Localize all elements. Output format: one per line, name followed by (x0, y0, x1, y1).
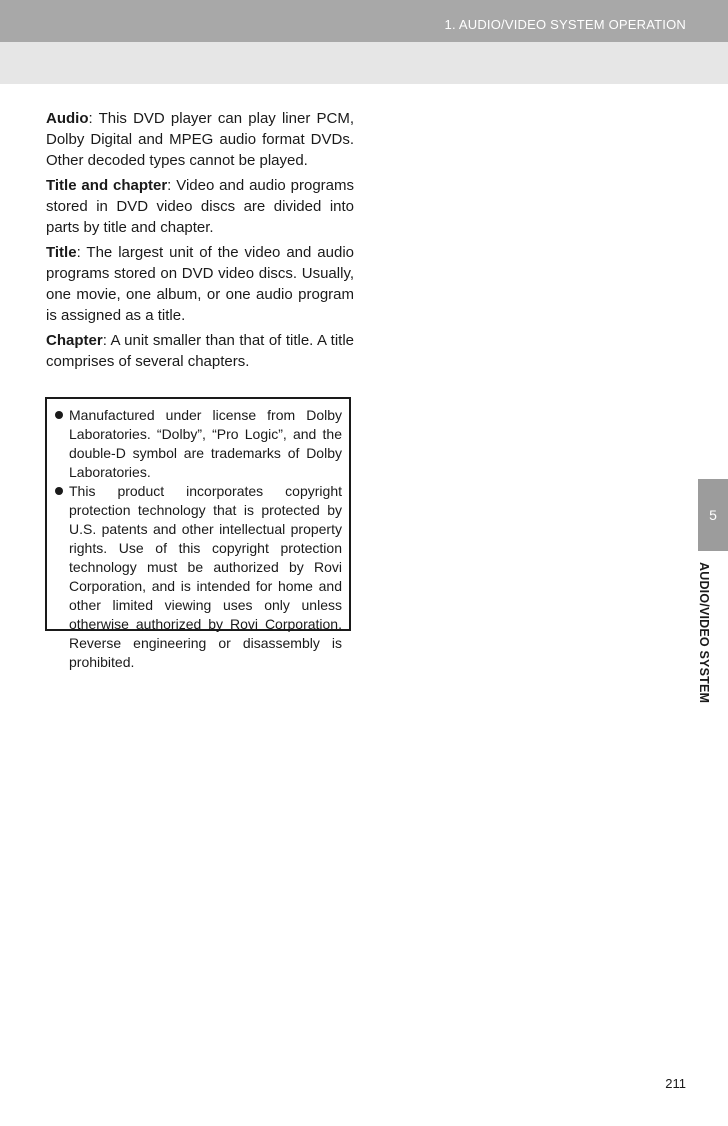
definition-text: : A unit smaller than that of title. A title comprises of several chapters. (46, 332, 354, 370)
section-title: 1. AUDIO/VIDEO SYSTEM OPERATION (444, 17, 686, 32)
definition-chapter (46, 330, 354, 372)
notice-item-dolby (53, 406, 342, 482)
definitions-column (46, 108, 354, 376)
chapter-tab (698, 479, 728, 551)
page-number: 211 (665, 1076, 686, 1091)
definition-title (46, 242, 354, 326)
notice-box (45, 397, 351, 670)
subheader-band (0, 42, 728, 84)
definition-audio (46, 108, 354, 171)
definition-term: Title (46, 244, 77, 261)
chapter-label (697, 562, 719, 702)
bullet-icon (55, 487, 63, 495)
chapter-number: 5 (709, 507, 717, 523)
definition-term: Title and chapter (46, 177, 168, 194)
definition-term: Chapter (46, 332, 103, 349)
notice-item-rovi (53, 482, 342, 672)
definition-text: : This DVD player can play liner PCM, Dolby Digital and MPEG audio format DVDs. Other decoded types cannot be played. (46, 110, 354, 169)
definition-text: : The largest unit of the video and audio programs stored on DVD video discs. Usually, one movie, one album, or one audio program is assigned as a title. (46, 244, 354, 324)
definition-text: : Video and audio programs stored in DVD video discs are divided into parts by title and chapter. (46, 177, 354, 236)
chapter-label-text: AUDIO/VIDEO SYSTEM (697, 562, 711, 704)
definition-term: Audio (46, 110, 89, 127)
notice-text: This product incorporates copyright protection technology that is protected by U.S. patents and other intellectual property rights. Use of this copyright protection technology must be authorized by Rovi Corporation, and is intended for home and other limited viewing uses only unless otherwise authorized by Rovi Corporation. Reverse engineering or disassembly is prohibited. (69, 483, 342, 670)
definition-title-and-chapter (46, 175, 354, 238)
notice-text: Manufactured under license from Dolby Laboratories. “Dolby”, “Pro Logic”, and the double-D symbol are trademarks of Dolby Laboratories. (69, 407, 342, 480)
header-band (0, 0, 728, 42)
bullet-icon (55, 411, 63, 419)
